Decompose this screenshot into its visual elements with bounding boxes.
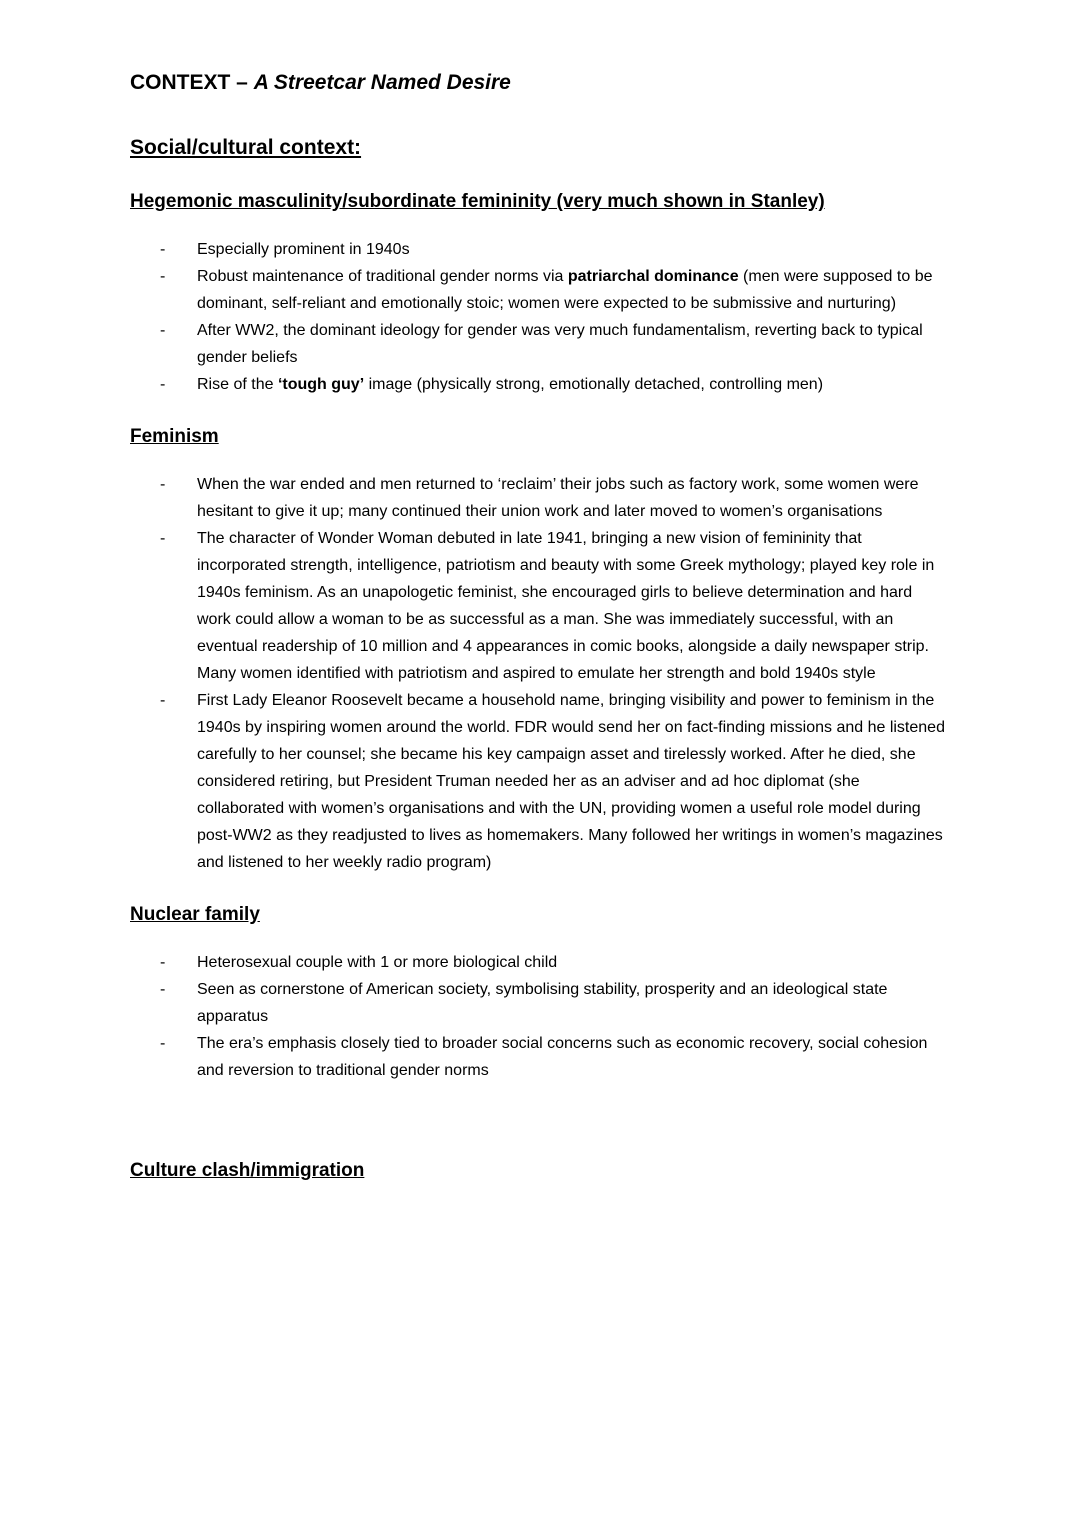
section-feminism [130,425,950,876]
bullet-item [130,317,950,371]
bullet-item [130,949,950,976]
section-hegemonic-masculinity [130,190,950,398]
bullet-marker: - [160,475,166,493]
bullet-text: First Lady Eleanor Roosevelt became a household name, bringing visibility and power to feminism in the 1940s by inspiring women around the world. FDR would send her on fact-finding missions and he listened carefully to her counsel; she became his key campaign asset and tirelessly worked. After he died, she considered retiring, but President Truman needed her as an adviser and ad hoc diplomat (she collaborated with women’s organisations and with the UN, providing women a useful role model during post-WW2 as they readjusted to lives as homemakers. Many followed her writings in women’s magazines and listened to her weekly radio program) [197,691,945,871]
bullet-item [130,236,950,263]
section-heading-nuclear-family: Nuclear family [130,903,260,925]
sections-container [130,190,950,1182]
bullet-text: The era’s emphasis closely tied to broader social concerns such as economic recovery, social cohesion and reversion to traditional gender norms [197,1034,928,1079]
document-title-italic: A Streetcar Named Desire [253,71,511,94]
bullet-text: image (physically strong, emotionally detached, controlling men) [364,376,824,394]
bullet-text: (men were supposed to be dominant, self-reliant and emotionally stoic; women were expected to be submissive and nurturing) [197,268,933,313]
bullet-text: Especially prominent in 1940s [197,241,410,259]
bullet-marker: - [160,376,166,394]
bullet-marker: - [160,953,166,971]
section-nuclear-family [130,903,950,1084]
bullet-marker: - [160,241,166,259]
bullet-text: Robust maintenance of traditional gender norms via [197,268,568,286]
main-section-heading: Social/cultural context: [130,136,362,160]
bullet-marker: - [160,691,166,709]
bullet-list-hegemonic-masculinity [130,236,950,398]
bullet-item [130,371,950,398]
bullet-text: Seen as cornerstone of American society, symbolising stability, prosperity and an ideological state apparatus [197,980,888,1025]
section-heading-feminism: Feminism [130,426,219,448]
bullet-marker: - [160,1034,166,1052]
bullet-text: Heterosexual couple with 1 or more biological child [197,953,558,971]
bullet-marker: - [160,322,166,340]
bullet-text: After WW2, the dominant ideology for gender was very much fundamentalism, reverting back to typical gender beliefs [197,322,923,367]
section-heading-culture-clash: Culture clash/immigration [130,1159,365,1181]
section-heading-hegemonic-masculinity: Hegemonic masculinity/subordinate femininity (very much shown in Stanley) [130,191,825,213]
bullet-marker: - [160,980,166,998]
bullet-item [130,471,950,525]
section-culture-clash [130,1159,950,1183]
document-title [130,70,950,95]
bullet-item [130,1030,950,1084]
bullet-text: The character of Wonder Woman debuted in late 1941, bringing a new vision of femininity that incorporated strength, intelligence, patriotism and beauty with some Greek mythology; played key role in 1940s feminism. As an unapologetic feminist, she encouraged girls to believe determination and hard work could allow a woman to be as successful as a man. She was immediately successful, with an eventual readership of 10 million and 4 appearances in comic books, alongside a daily newspaper strip. Many women identified with patriotism and aspired to emulate her strength and bold 1940s style [197,529,935,682]
bullet-item [130,263,950,317]
bullet-marker: - [160,268,166,286]
document-title-prefix: CONTEXT – [130,71,254,94]
bullet-item [130,976,950,1030]
bullet-list-feminism [130,471,950,876]
bullet-list-nuclear-family [130,949,950,1084]
bullet-item [130,525,950,687]
bullet-text: Rise of the [197,376,278,394]
bullet-item [130,687,950,876]
bullet-marker: - [160,529,166,547]
bullet-text-bold: ‘tough guy’ [277,376,365,394]
bullet-text: When the war ended and men returned to ‘reclaim’ their jobs such as factory work, some women were hesitant to give it up; many continued their union work and later moved to women’s organisations [197,475,919,520]
bullet-text-bold: patriarchal dominance [567,268,739,286]
